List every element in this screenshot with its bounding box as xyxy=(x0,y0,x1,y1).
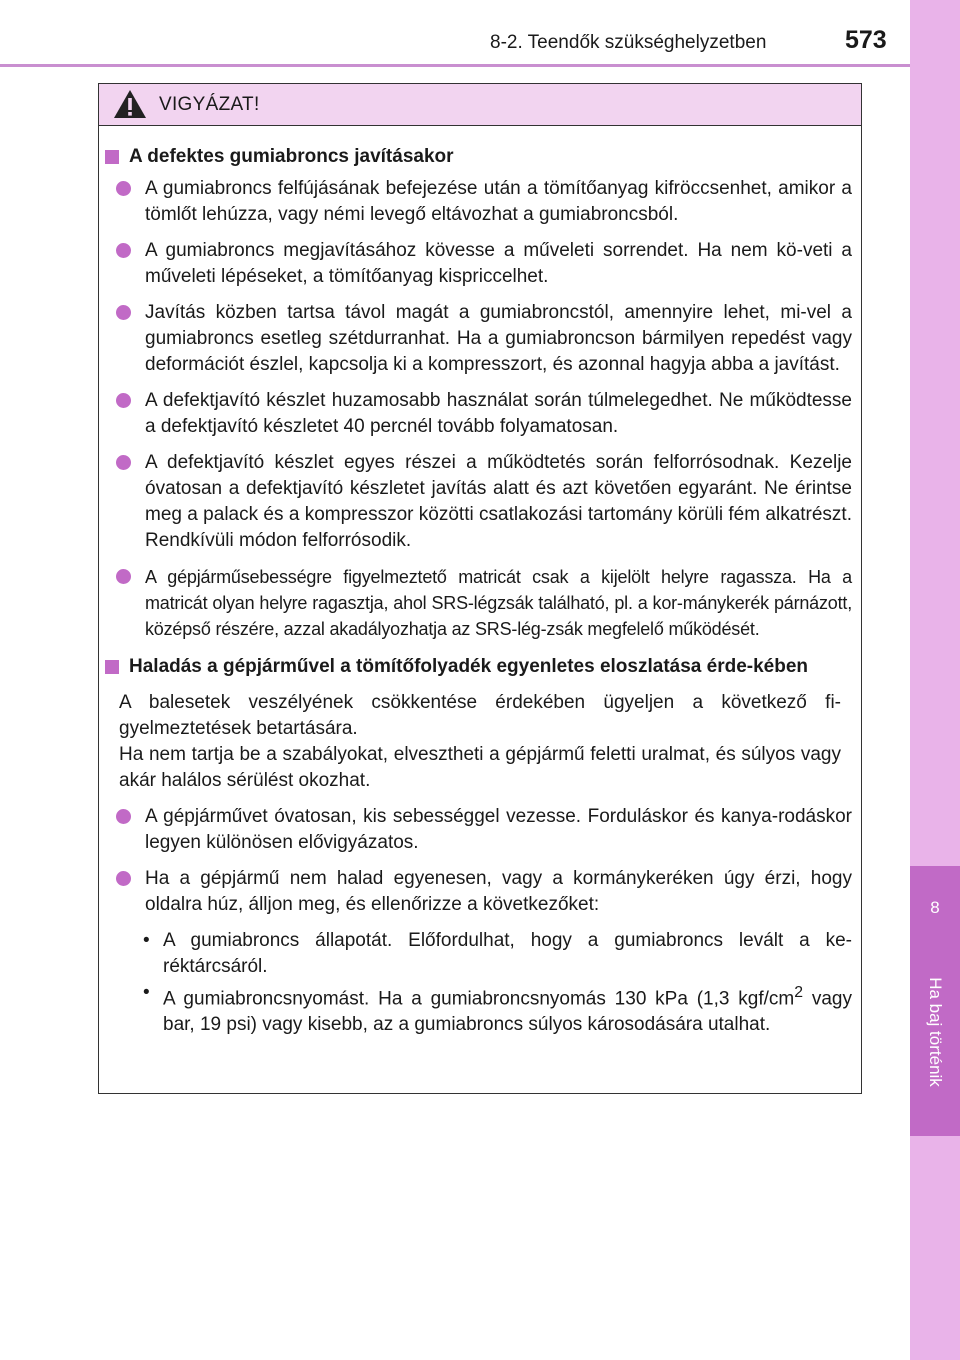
square-bullet-icon xyxy=(105,150,119,164)
sub-bullet: • xyxy=(143,982,150,1003)
sub-list-item: • A gumiabroncsnyomást. Ha a gumiabroncsnyomás 130 kPa (1,3 kgf/$cm^2$ vagy bar, 19 psi) vagy kisebb, az a gumiabroncs súlyos károsodására utalhat. xyxy=(143,982,852,1036)
warning-box xyxy=(98,83,862,1094)
list-item: A gépjárműsebességre figyelmeztető matricát csak a kijelölt helyre ragassza. Ha a matricát olyan helyre ragasztja, ahol SRS-légzsák található, pl. a kor-mánykerék párnázott, középső részére, azzal akadályozhatja az SRS-lég-zsák megfelelő működését. xyxy=(99,564,861,642)
list-item: A defektjavító készlet egyes részei a működtetés során felforrósodnak. Kezelje óvatosan a defektjavító készletet javítás alatt és azt követően egyaránt. Ne érintse meg a palack és a kompresszor közötti csatlakozási tartomány körüli fém alkatrészt. Rendkívüli módon felforrósodik. xyxy=(99,450,861,554)
page-section-title: 8-2. Teendők szükséghelyzetben xyxy=(490,32,767,53)
chapter-number: 8 xyxy=(930,898,940,917)
circle-bullet-icon xyxy=(116,871,131,886)
list-item: A defektjavító készlet huzamosabb használat során túlmelegedhet. Ne működtesse a defektjavító készletet 40 percnél tovább folyamatosan. xyxy=(99,388,861,440)
list-item: A gumiabroncs megjavításához kövesse a műveleti sorrendet. Ha nem kö-veti a műveleti lépéseket, a tömítőanyag kispriccelhet. xyxy=(99,238,861,290)
intro-paragraph: A balesetek veszélyének csökkentése érdekében ügyeljen a következő fi-gyelmeztetések betartására. xyxy=(119,692,841,739)
sub-bullet: • xyxy=(143,930,150,951)
circle-bullet-icon xyxy=(116,393,131,408)
chapter-label: Ha baj történik xyxy=(926,977,945,1087)
square-bullet-icon xyxy=(105,660,119,674)
intro-paragraph: Ha nem tartja be a szabályokat, elvesztheti a gépjármű feletti uralmat, és súlyos vagy akár halálos sérülést okozhat. xyxy=(119,744,841,791)
circle-bullet-icon xyxy=(116,243,131,258)
circle-bullet-icon xyxy=(116,455,131,470)
list-item: Javítás közben tartsa távol magát a gumiabroncstól, amennyire lehet, mi-vel a gumiabroncs esetleg szétdurranhat. Ha a gumiabroncson bármilyen repedést vagy deformációt észlel, kapcsolja ki a kompresszort, és azonnal hagyja abba a javítást. xyxy=(99,300,861,378)
circle-bullet-icon xyxy=(116,305,131,320)
section-heading-driving: Haladás a gépjárművel a tömítőfolyadék egyenletes eloszlatása érde-kében xyxy=(99,654,861,680)
circle-bullet-icon xyxy=(116,181,131,196)
circle-bullet-icon xyxy=(116,569,131,584)
chapter-side-tab xyxy=(910,0,960,1360)
list-item: A gumiabroncs felfújásának befejezése után a tömítőanyag kifröccsenhet, amikor a tömlőt lehúzza, vagy némi levegő eltávozhat a gumiabroncsból. xyxy=(99,176,861,228)
list-item: Ha a gépjármű nem halad egyenesen, vagy a kormánykeréken úgy érzi, hogy oldalra húz, álljon meg, és ellenőrizze a következőket: xyxy=(99,866,861,918)
page-number: 573 xyxy=(845,26,887,54)
circle-bullet-icon xyxy=(116,809,131,824)
header-divider xyxy=(0,64,910,67)
sub-list-item: • A gumiabroncs állapotát. Előfordulhat, hogy a gumiabroncs levált a ke-réktárcsáról. xyxy=(143,930,852,977)
warning-triangle-icon xyxy=(113,89,147,119)
section-heading-defect-repair: A defektes gumiabroncs javításakor xyxy=(99,144,861,170)
list-item: A gépjárművet óvatosan, kis sebességgel vezesse. Forduláskor és kanya-rodáskor legyen különösen elővigyázatos. xyxy=(99,804,861,856)
warning-title: VIGYÁZAT! xyxy=(159,94,260,115)
warning-header xyxy=(99,84,861,126)
warning-content xyxy=(99,144,861,1038)
